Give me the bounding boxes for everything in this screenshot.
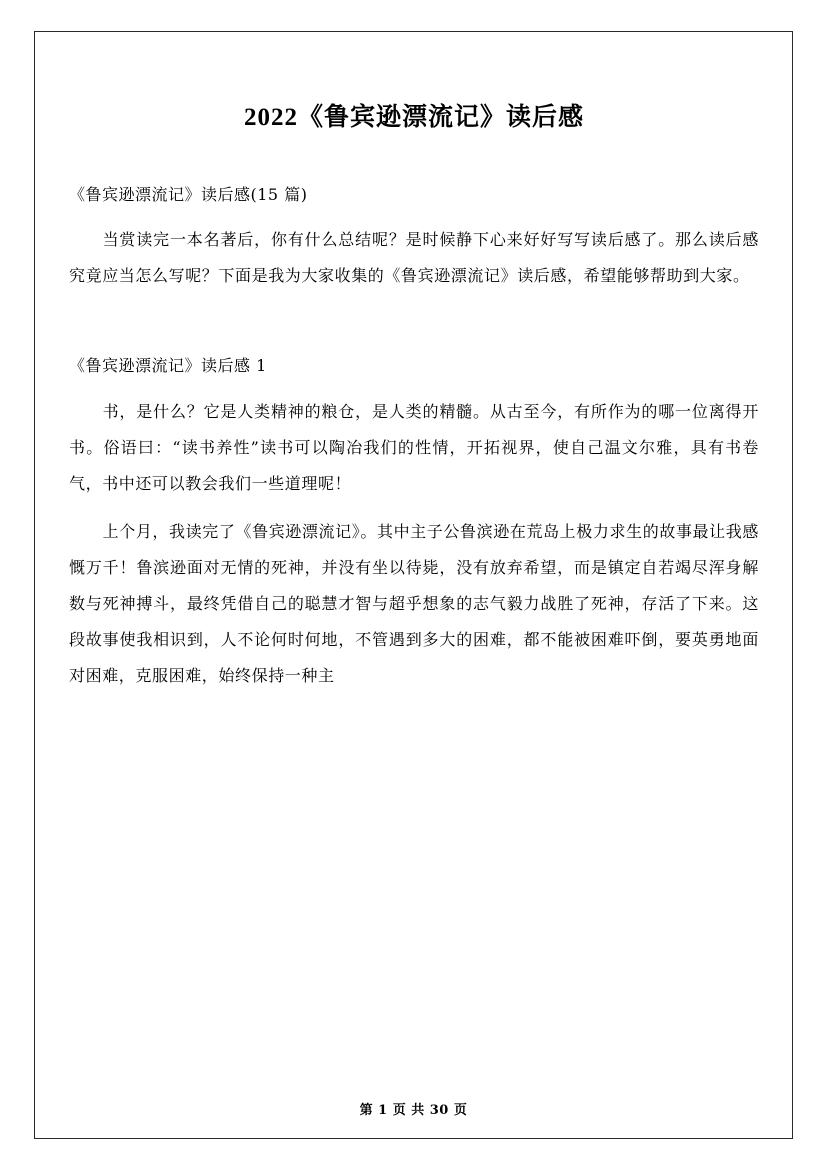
intro-paragraph: 当赏读完一本名著后，你有什么总结呢？是时候静下心来好好写写读后感了。那么读后感究竟应当怎么写呢？下面是我为大家收集的《鲁宾逊漂流记》读后感，希望能够帮助到大家。: [69, 230, 759, 286]
document-content: [69, 70, 759, 694]
section-heading: 《鲁宾逊漂流记》读后感 1: [69, 356, 267, 376]
body-paragraph-1: 书，是什么？它是人类精神的粮仓，是人类的精髓。从古至今，有所作为的哪一位离得开书。俗语曰：“读书养性”读书可以陶冶我们的性情，开拓视界，使自己温文尔雅，具有书卷气，书中还可以教会我们一些道理呢！: [69, 402, 759, 494]
page-title: 2022《鲁宾逊漂流记》读后感: [243, 104, 584, 131]
body-paragraph-2: 上个月，我读完了《鲁宾逊漂流记》。其中主子公鲁滨逊在荒岛上极力求生的故事最让我感慨万千！鲁滨逊面对无情的死神，并没有坐以待毙，没有放弃希望，而是镇定自若竭尽浑身解数与死神搏斗，最终凭借自己的聪慧才智与超乎想象的志气毅力战胜了死神，存活了下来。这段故事使我相识到，人不论何时何地，不管遇到多大的困难，都不能被困难吓倒，要英勇地面对困难，克服困难，始终保持一种主: [69, 522, 759, 686]
paragraph-spacer: [69, 294, 759, 312]
page-footer: 第 1 页 共 30 页: [359, 1103, 468, 1118]
document-subtitle: 《鲁宾逊漂流记》读后感(15 篇): [69, 185, 308, 204]
